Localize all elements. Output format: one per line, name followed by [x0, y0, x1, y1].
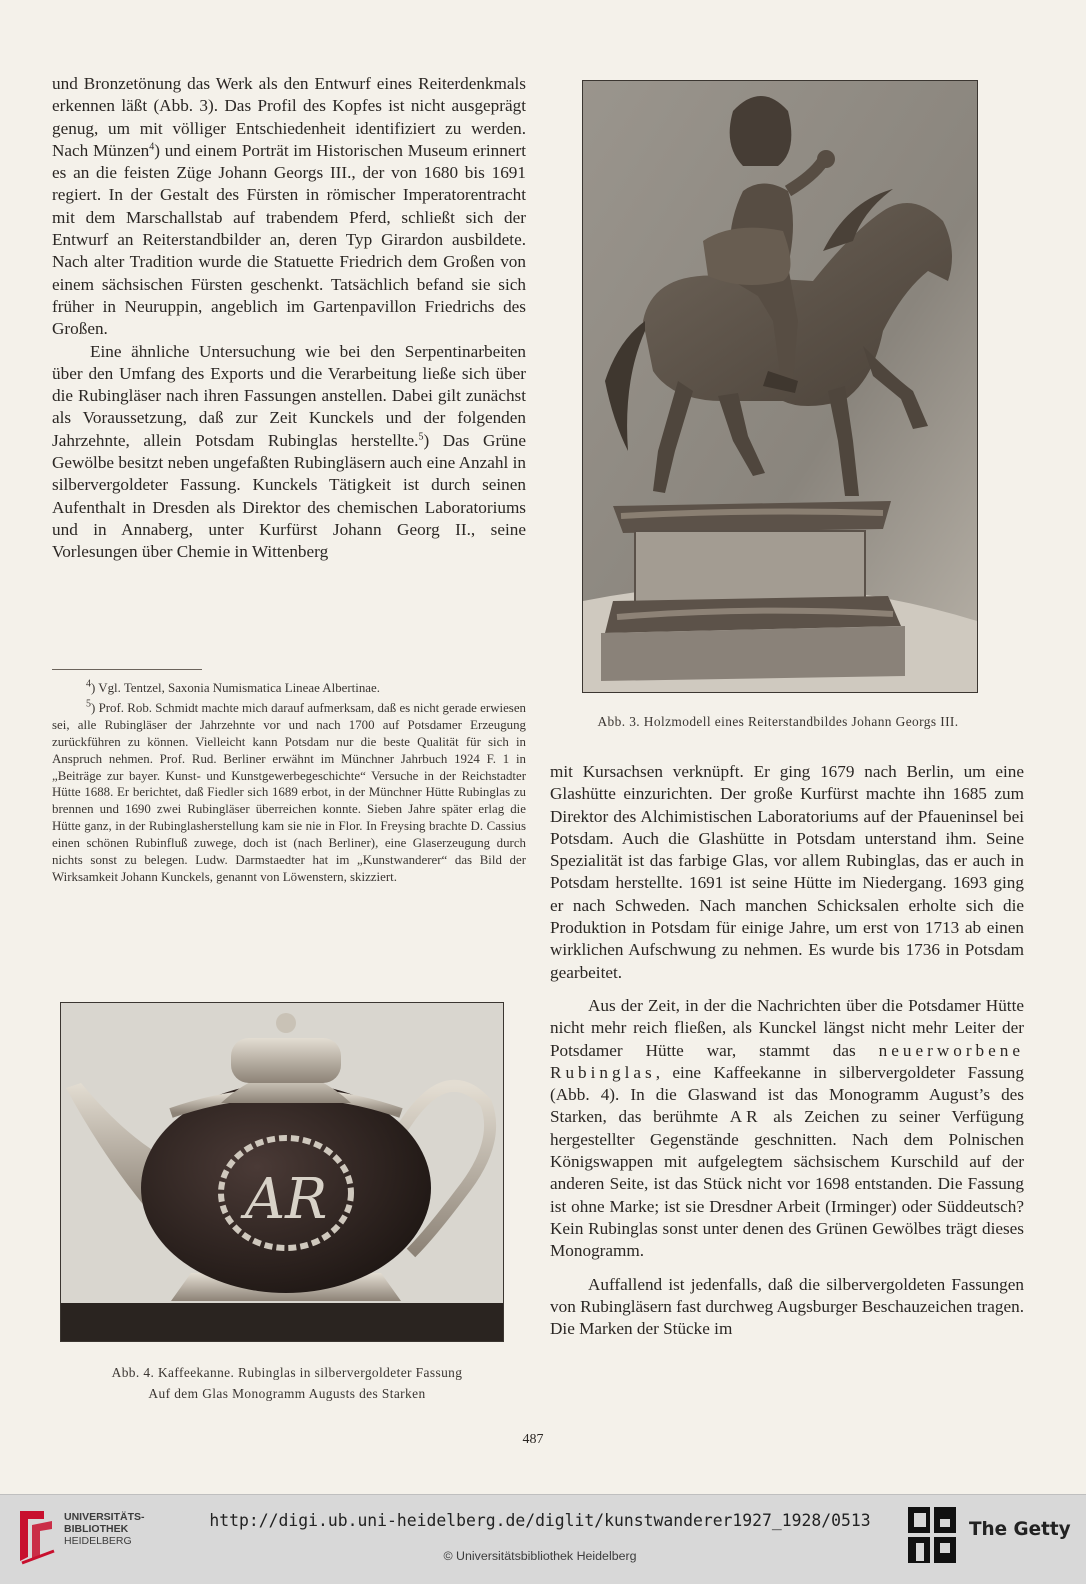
copyright-notice: © Universitätsbibliothek Heidelberg [443, 1549, 637, 1563]
caption-line: Auf dem Glas Monogramm Augusts des Starken [148, 1386, 426, 1401]
right-column-text [550, 761, 1024, 1340]
figure-equestrian-statuette [582, 80, 978, 693]
figure-coffee-pot [60, 1002, 504, 1342]
permalink-url[interactable]: http://digi.ub.uni-heidelberg.de/diglit/kunstwanderer1927_1928/0513 [209, 1511, 871, 1530]
figure-3-caption: Abb. 3. Holzmodell eines Reiterstandbildes Johann Georgs III. [597, 714, 959, 729]
caption-line: Abb. 4. Kaffeekanne. Rubinglas in silbervergoldeter Fassung [111, 1365, 463, 1380]
spaced-emphasis: neuerworbene Rubinglas [550, 1040, 1024, 1082]
statuette-photo [583, 81, 977, 692]
paragraph: Aus der Zeit, in der die Nachrichten über die Potsdamer Hütte nicht mehr reich fließen, als Kunckel längst nicht mehr Leiter der Potsdamer Hütte war, stammt das neuerworbene Rubinglas, eine Kaffeekanne in silbervergoldeter Fassung (Abb. 4). In die Glaswand ist das Monogramm August’s des Starken, das berühmte AR als Zeichen zu seiner Verfügung hergestellter Gegenstände geschnitten. Nach dem Polnischen Königswappen mit aufgelegtem sächsischem Kurschild auf der anderen Seite, ist das Stück nicht vor 1698 entstanden. Die Fassung ist ohne Marke; ist sie Dresdner Arbeit (Irminger) oder Süddeutsch? Kein Rubinglas sonst unter denen des Grünen Gewölbes trägt dieses Monogramm. [550, 995, 1024, 1261]
spaced-emphasis: AR [729, 1107, 762, 1127]
paragraph: Eine ähnliche Untersuchung wie bei den Serpentinarbeiten über den Umfang des Exports und die Verarbeitung ließe sich über die Rubingläser nach ihren Fassungen anstellen. Dabei gilt zunächst als Voraussetzung, daß zur Zeit Kunckels und der folgenden Jahrzehnte, allein Potsdam Rubinglas herstellte.$^5$) Das Grüne Gewölbe besitzt neben ungefaßten Rubingläsern auch eine Anzahl in silbervergoldeter Fassung. Kunckels Tätigkeit ist durch seinen Aufenthalt in Dresden als Direktor des chemischen Laboratoriums und in Annaberg, unter Kurfürst Johann Georg II., seine Vorlesungen über Chemie in Wittenberg [52, 341, 526, 562]
left-column-text [52, 73, 526, 564]
page-number: 487 [522, 1432, 544, 1447]
library-name: UNIVERSITÄTS- BIBLIOTHEK HEIDELBERG [64, 1511, 145, 1547]
coffee-pot-photo [61, 1003, 503, 1341]
footnotes [52, 680, 526, 886]
footnote-divider [52, 669, 202, 670]
footnote-ref[interactable]: 4 [149, 141, 155, 153]
figure-4-caption [52, 1362, 522, 1404]
getty-name: The Getty [969, 1519, 1071, 1540]
footnote-ref[interactable]: 5 [418, 431, 424, 443]
monogram-ar: AR [244, 1167, 328, 1232]
paragraph: und Bronzetönung das Werk als den Entwurf eines Reiterdenkmals erkennen läßt (Abb. 3). Das Profil des Kopfes ist nicht ausgeprägt genug, um mit völliger Entschiedenheit identifiziert zu werden. Nach Münzen$^4$) und einem Porträt im Historischen Museum erinnert es an die feisten Züge Johann Georgs III., der von 1680 bis 1691 regiert. In der Gestalt des Fürsten in römischer Imperatorentracht mit dem Marschallstab auf trabendem Pferd, schließt sich der Entwurf an Reiterstandbilder an, deren Typ Girardon ausbildete. Nach alter Tradition wurde die Statuette Friedrich dem Großen von einem sächsischen Fürsten geschenkt. Tatsächlich befand sie sich früher in Neuruppin, angeblich im Gartenpavillon Friedrichs des Großen. [52, 74, 526, 339]
paragraph: mit Kursachsen verknüpft. Er ging 1679 nach Berlin, um eine Glashütte einzurichten. Der große Kurfürst machte ihn 1685 zum Direktor des Alchimistischen Laboratoriums auf der Pfaueninsel bei Potsdam. Auch die Glashütte in Potsdam unterstand ihm. Seine Spezialität ist das farbige Glas, vor allem Rubinglas, das er auch in Potsdam herstellte. 1691 ist seine Hütte im Niedergang. 1693 ging er nach Schweden. Nach manchen Schicksalen erholte sich die Produktion in Potsdam für einige Jahre, um erst von 1713 ab einen wirklichen Aufschwung zu nehmen. Es wurde bis 1736 in Potsdam gearbeitet. [550, 762, 1024, 982]
footnote-4: $^4$) Vgl. Tentzel, Saxonia Numismatica Lineae Albertinae. [86, 678, 380, 695]
footer-bar [0, 1494, 1086, 1584]
footnote-5: $^5$) Prof. Rob. Schmidt machte mich darauf aufmerksam, daß es nicht gerade erwiesen sei, alle Rubingläser der Jahrzehnte vor und nach 1700 auf Potsdamer Erzeugung zurückführen zu können. Vielleicht kann Potsdam nur die beste Qualität für sich in Anspruch nehmen. Prof. Rud. Berliner erwähnt im Münchner Jahrbuch 1924 F. 1 in „Beiträge zur bayer. Kunst- und Kunstgewerbegeschichte“ Versuche in der Reichstadter Hütte 1688. Er berichtet, daß Fiedler sich 1689 erbot, in der Münchner Hütte Rubinglas zu brennen und 1690 zwei Rubingläser überreichen konnte. Sieben Jahre später erlag die Hütte ganz, in der Rubinglasherstellung kam sie nie in Flor. In Freysing brachte D. Cassius einen schönen Rubinfluß zuwege, doch ist (nach Berliner), eine Glaserzeugung durch nichts sonst zu belegen. Ludw. Darmstaedter hat im „Kunstwanderer“ das Bild der Wirksamkeit Johann Kunckels, genannt von Löwenstern, skizziert. [52, 698, 526, 884]
paragraph: Auffallend ist jedenfalls, daß die silbervergoldeten Fassungen von Rubingläsern fast durchweg Augsburger Beschauzeichen tragen. Die Marken der Stücke im [550, 1274, 1024, 1339]
getty-logo-icon [906, 1505, 958, 1567]
university-library-logo-icon [14, 1507, 58, 1565]
